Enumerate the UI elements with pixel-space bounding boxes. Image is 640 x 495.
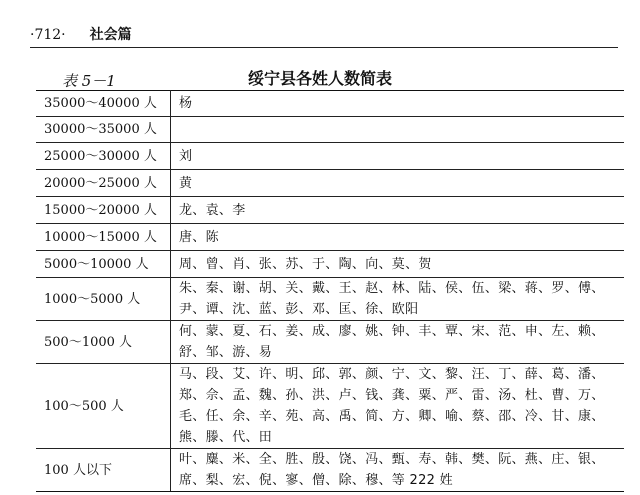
- surnames-cell: 朱、秦、谢、胡、关、戴、王、赵、林、陆、侯、伍、梁、蒋、罗、傅、尹、谭、沈、蓝、彭、邓、匡、徐、欧阳: [171, 278, 625, 321]
- table-row: [36, 224, 624, 251]
- page-header: [30, 24, 132, 44]
- surnames-cell: 黄: [171, 170, 625, 197]
- section-title: 社会篇: [89, 27, 132, 43]
- surnames-cell: 马、段、艾、许、明、邱、郭、颜、宁、文、黎、汪、丁、薛、葛、潘、郑、佘、孟、魏、孙、洪、卢、钱、龚、粟、严、雷、汤、杜、曹、万、毛、任、余、辛、苑、高、禹、简、方、卿、喻、蔡、邵、冷、甘、康、熊、滕、代、田: [171, 364, 625, 449]
- population-range-cell: 20000～25000 人: [36, 170, 171, 197]
- page-number: ·712·: [30, 27, 66, 43]
- header-rule: [30, 47, 618, 48]
- table-label: 表 5－1: [62, 72, 116, 90]
- surnames-cell: 杨: [171, 91, 625, 117]
- table-row: [36, 91, 624, 117]
- table-title: 绥宁县各姓人数简表: [247, 69, 392, 88]
- population-range-cell: 500～1000 人: [36, 321, 171, 364]
- surnames-cell: 何、蒙、夏、石、姜、成、廖、姚、钟、丰、覃、宋、范、申、左、赖、舒、邹、游、易: [171, 321, 625, 364]
- population-range-cell: 100～500 人: [36, 364, 171, 449]
- population-range-cell: 35000～40000 人: [36, 91, 171, 117]
- population-range-cell: 25000～30000 人: [36, 143, 171, 170]
- surnames-cell: 唐、陈: [171, 224, 625, 251]
- table-row: [36, 449, 624, 492]
- surnames-cell: 龙、袁、李: [171, 197, 625, 224]
- table-row: [36, 197, 624, 224]
- table-row: [36, 117, 624, 143]
- population-range-cell: 1000～5000 人: [36, 278, 171, 321]
- table-row: [36, 364, 624, 449]
- population-range-cell: 10000～15000 人: [36, 224, 171, 251]
- table-row: [36, 170, 624, 197]
- population-range-cell: 5000～10000 人: [36, 251, 171, 278]
- population-range-cell: 30000～35000 人: [36, 117, 171, 143]
- surnames-cell: 叶、麋、米、全、胜、殷、饶、冯、甄、寿、韩、樊、阮、燕、庄、银、席、梨、宏、倪、寥、僧、除、穆、等 222 姓: [171, 449, 625, 492]
- population-range-cell: 100 人以下: [36, 449, 171, 492]
- surnames-cell: 刘: [171, 143, 625, 170]
- table-row: [36, 278, 624, 321]
- population-range-cell: 15000～20000 人: [36, 197, 171, 224]
- table-row: [36, 321, 624, 364]
- surnames-cell: 周、曾、肖、张、苏、于、陶、向、莫、贺: [171, 251, 625, 278]
- surnames-cell: [171, 117, 625, 143]
- table-row: [36, 251, 624, 278]
- surname-table: [36, 90, 624, 492]
- table-row: [36, 143, 624, 170]
